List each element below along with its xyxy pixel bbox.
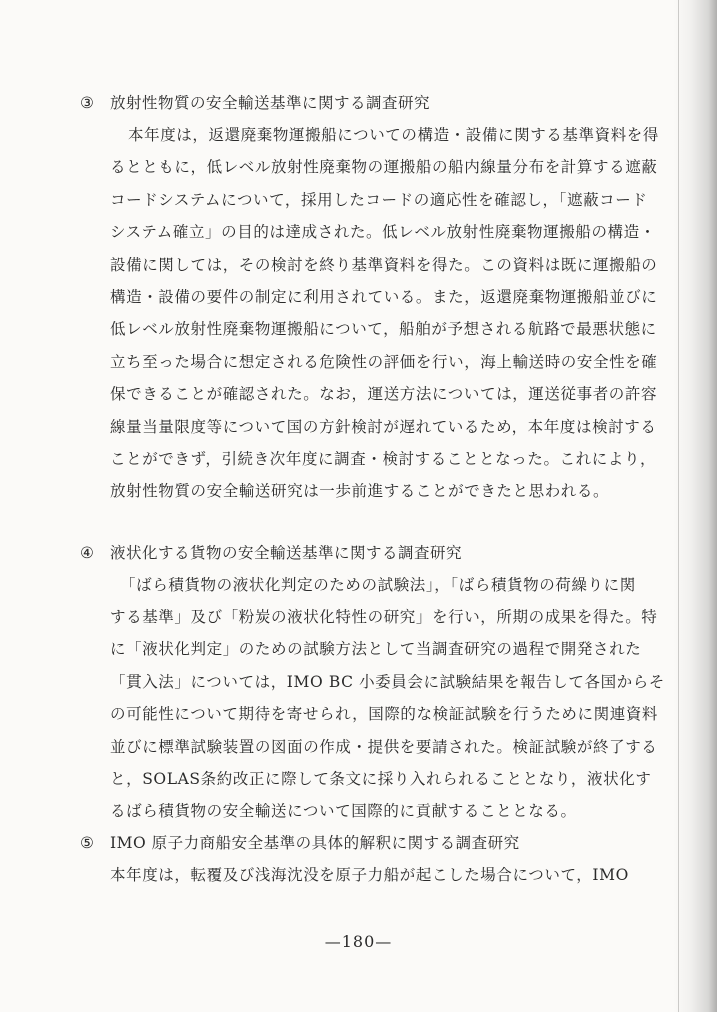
page-edge-shadow <box>673 0 717 1012</box>
section-heading <box>80 538 640 569</box>
paragraph-line: 「貫入法」については，IMO BC 小委員会に試験結果を報告して各国からそ <box>110 672 665 691</box>
paragraph-line: 「ばら積貨物の液状化判定のための試験法」，「ばら積貨物の荷繰りに関 <box>120 575 636 594</box>
paragraph-line: 本年度は，転覆及び浅海沈没を原子力船が起こした場合について，IMO <box>110 865 629 884</box>
section-body <box>80 119 659 508</box>
paragraph-line: 保できることが確認された。なお，運送方法については，運送従事者の許容 <box>110 385 658 404</box>
section-title: IMO 原子力商船安全基準の具体的解釈に関する調査研究 <box>110 833 520 852</box>
paragraph-line: るとともに，低レベル放射性廃棄物の運搬船の船内線量分布を計算する遮蔽 <box>110 158 658 177</box>
paragraph-line: 放射性物質の安全輸送研究は一歩前進することができたと思われる。 <box>110 482 610 501</box>
section-3 <box>80 88 659 508</box>
paragraph-line: に「液状化判定」のための試験方法として当調査研究の過程で開発された <box>110 640 642 659</box>
paragraph-line: るばら積貨物の安全輸送について国際的に貢献することとなる。 <box>110 802 577 821</box>
paragraph-line: 線量当量限度等について国の方針検討が遅れているため，本年度は検討する <box>110 417 657 436</box>
paragraph-line: コードシステムについて，採用したコードの適応性を確認し，「遮蔽コード <box>110 190 648 209</box>
section-number: ⑤ <box>80 833 95 852</box>
section-title: 液状化する貨物の安全輸送基準に関する調査研究 <box>110 543 463 562</box>
paragraph-line: 立ち至った場合に想定される危険性の評価を行い，海上輸送時の安全性を確 <box>110 352 658 371</box>
section-body <box>80 859 640 891</box>
paragraph-line: システム確立」の目的は達成された。低レベル放射性廃棄物運搬船の構造・ <box>110 223 656 242</box>
section-5 <box>80 828 640 891</box>
paragraph-line: 並びに標準試験装置の図面の作成・提供を要請された。検証試験が終了する <box>110 737 658 756</box>
page-edge-line <box>678 0 679 1012</box>
page-number: —180— <box>324 932 393 951</box>
paragraph-line: の可能性について期待を寄せられ，国際的な検証試験を行うために関連資料 <box>110 705 659 724</box>
section-body <box>80 569 665 828</box>
paragraph-line: 設備に関しては，その検討を終り基準資料を得た。この資料は既に運搬船の <box>110 255 658 274</box>
paragraph-line: と，SOLAS条約改正に際して条文に採り入れられることとなり，液状化す <box>110 770 652 789</box>
section-title: 放射性物質の安全輸送基準に関する調査研究 <box>110 94 431 112</box>
paragraph-line: 本年度は，返還廃棄物運搬船についての構造・設備に関する基準資料を得 <box>128 126 659 144</box>
section-number: ③ <box>80 94 95 112</box>
paragraph-line: 低レベル放射性廃棄物運搬船について，船舶が予想される航路で最悪状態に <box>110 320 657 339</box>
section-4 <box>80 538 665 828</box>
document-body <box>80 88 665 891</box>
paragraph-line: する基準」及び「粉炭の液状化特性の研究」を行い，所期の成果を得た。特 <box>110 608 658 627</box>
paragraph-line: 構造・設備の要件の制定に利用されている。また，返還廃棄物運搬船並びに <box>110 287 658 306</box>
paragraph-line: ことができず，引続き次年度に調査・検討することとなった。これにより， <box>110 449 657 468</box>
section-heading <box>80 88 640 119</box>
section-heading <box>80 828 640 859</box>
section-number: ④ <box>80 543 95 562</box>
section-gap <box>80 508 640 538</box>
